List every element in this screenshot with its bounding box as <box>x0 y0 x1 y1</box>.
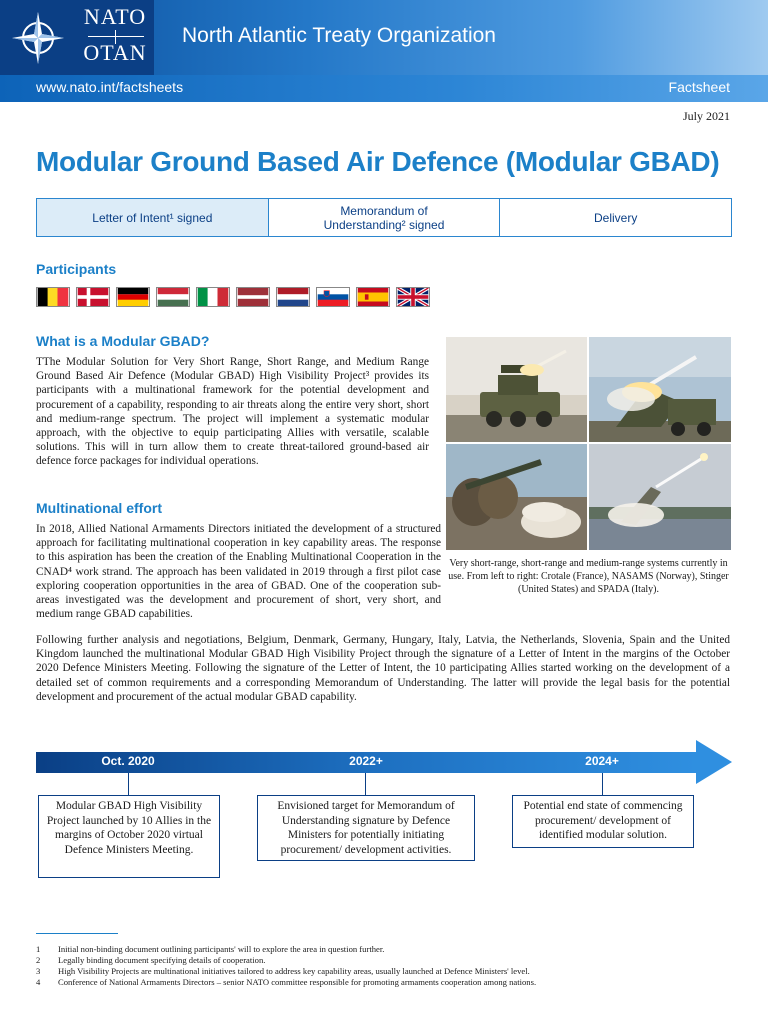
what-is-heading: What is a Modular GBAD? <box>36 333 210 349</box>
netherlands-flag-icon <box>276 287 310 307</box>
footnote <box>36 944 736 955</box>
timeline-label-2022: 2022+ <box>349 754 383 768</box>
status-memorandum <box>268 199 500 236</box>
multinational-heading: Multinational effort <box>36 500 162 516</box>
factsheets-link[interactable]: www.nato.int/factsheets <box>36 79 184 95</box>
footnote-number: 3 <box>36 966 41 976</box>
participants-heading: Participants <box>36 261 117 277</box>
nato-compass-icon <box>10 10 66 66</box>
participant-flags <box>36 287 430 307</box>
footnote-text: Conference of National Armaments Directors – senior NATO committee responsible for promoting armaments cooperation among nations. <box>58 977 537 987</box>
page-title: Modular Ground Based Air Defence (Modular GBAD) <box>36 146 720 177</box>
multinational-text-1: In 2018, Allied National Armaments Directors initiated the development of a structured approach for facilitating multinational cooperation in key capability areas. The response to this aspiration has been the creation of the Enabling Multinational Cooperation in the CNAD⁴ work strand. The approach has been validated in 2019 through a first pilot case exploring cooperation opportunities in the area of GBAD. One of the cooperation sub-areas investigated was the development and procurement of short, very short, and medium range GBAD capabilities. <box>36 523 441 621</box>
timeline-connector <box>602 773 603 795</box>
spada-photo <box>589 444 731 550</box>
footnote-text: Legally binding document specifying details of cooperation. <box>58 955 266 965</box>
belgium-flag-icon <box>36 287 70 307</box>
logo-otan-text: OTAN <box>83 40 147 65</box>
photo-caption: Very short-range, short-range and medium-range systems currently in use. From left to right: Crotale (France), NASAMS (Norway), Stinger (United States) and SPADA (Italy). <box>448 558 729 595</box>
status-letter-of-intent: Letter of Intent¹ signed <box>37 199 268 236</box>
status-memorandum-label: Memorandum of Understanding² signed <box>323 203 445 232</box>
footnotes <box>36 944 736 988</box>
timeline-box-oct-2020: Modular GBAD High Visibility Project launched by 10 Allies in the margins of October 2020 virtual Defence Ministers Meeting. <box>38 795 220 878</box>
footnote-number: 1 <box>36 944 41 954</box>
timeline-arrow-icon <box>696 740 732 784</box>
footnote <box>36 955 736 966</box>
multinational-text-2: Following further analysis and negotiations, Belgium, Denmark, Germany, Hungary, Italy, Latvia, the Netherlands, Slovenia, Spain and the United Kingdom launched the multinational Modular GBAD High Visibility Project through the signature of a Letter of Intent in the margins of the October 2020 Defence Ministers Meeting. Following the signature of the Letter of Intent, the 10 participating Allies started working on the development of a detailed set of common requirements and a corresponding Memorandum of Understanding. The latter will provide the legal basis for the potential development and procurement of the actual modular GBAD capability. <box>36 634 730 703</box>
timeline-connector <box>365 773 366 795</box>
document-type: Factsheet <box>668 79 730 95</box>
timeline-label-2024: 2024+ <box>585 754 619 768</box>
footnote-text: High Visibility Projects are multinational initiatives tailored to address key capability areas, usually launched at Defence Ministers' level. <box>58 966 530 976</box>
timeline-connector <box>128 773 129 795</box>
nasams-photo <box>589 337 731 442</box>
status-table <box>36 198 732 237</box>
timeline-label-oct-2020: Oct. 2020 <box>101 754 155 768</box>
status-delivery: Delivery <box>499 199 731 236</box>
crotale-photo <box>446 337 587 442</box>
italy-flag-icon <box>196 287 230 307</box>
latvia-flag-icon <box>236 287 270 307</box>
logo-nato-text: NATO <box>83 4 147 29</box>
footnote <box>36 966 736 977</box>
spain-flag-icon <box>356 287 390 307</box>
logo-divider <box>88 36 144 37</box>
air-defence-systems-photos <box>446 337 731 550</box>
footnote-divider <box>36 933 118 934</box>
footnote <box>36 977 736 988</box>
united-kingdom-flag-icon <box>396 287 430 307</box>
hungary-flag-icon <box>156 287 190 307</box>
timeline-box-2022: Envisioned target for Memorandum of Understanding signature by Defence Ministers for potentially initiating procurement/ development activities. <box>257 795 475 861</box>
footnote-number: 2 <box>36 955 41 965</box>
denmark-flag-icon <box>76 287 110 307</box>
publication-date: July 2021 <box>682 109 730 123</box>
footnote-text: Initial non-binding document outlining participants' will to explore the area in question further. <box>58 944 385 954</box>
germany-flag-icon <box>116 287 150 307</box>
timeline-box-2024: Potential end state of commencing procurement/ development of identified modular solution. <box>512 795 694 848</box>
what-is-text: TThe Modular Solution for Very Short Range, Short Range, and Medium Range Ground Based Air Defence (Modular GBAD) High Visibility Project³ provides its participants with a multinational framework for the potential development and procurement of a capability, responding to air threats along the entire very short, short and medium-range spectrum. The project will implement a systematic modular approach, with the objective to equip participating Allies with versatile, scalable solutions. This will in turn allow them to create threat-tailored ground-based air defence force packages for individual operations. <box>36 356 429 468</box>
slovenia-flag-icon <box>316 287 350 307</box>
organization-name: North Atlantic Treaty Organization <box>182 24 496 47</box>
footnote-number: 4 <box>36 977 41 987</box>
stinger-photo <box>446 444 587 550</box>
